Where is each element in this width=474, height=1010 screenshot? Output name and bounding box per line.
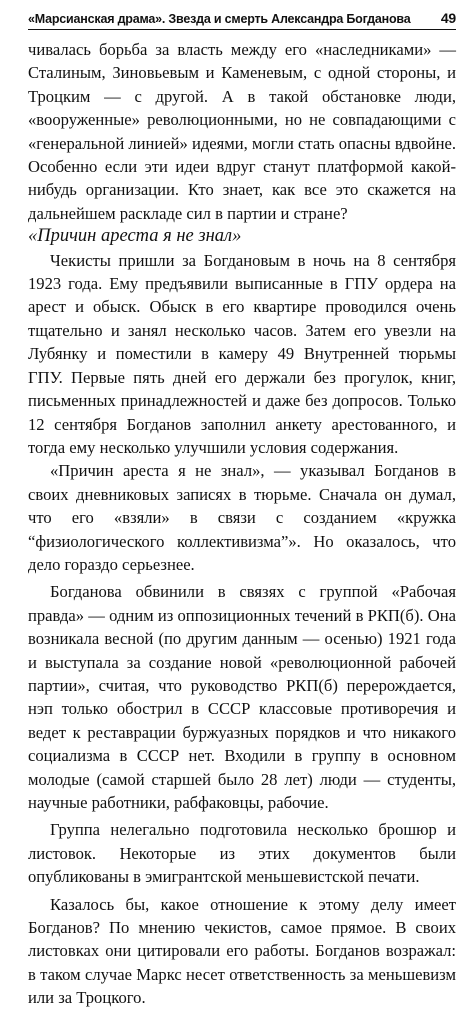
running-header-title: «Марсианская драма». Звезда и смерть Александра Богданова [28, 12, 411, 26]
page-body [28, 38, 456, 1010]
section-title: «Причин ареста я не знал» [28, 226, 242, 247]
paragraph: Группа нелегально подготовила несколько брошюр и листовок. Некоторые из этих документов были опубликованы в эмигрантской меньшевистской печати. [28, 820, 456, 887]
page-number: 49 [440, 10, 456, 26]
paragraph-continued: чивалась борьба за власть между его «наследниками» — Сталиным, Зиновьевым и Каменевым, с одной стороны, и Троцким — с другой. А в такой обстановке люди, «вооруженные» революционными, но не совпадающими с «генеральной линией» идеями, могли стать опасны вдвойне. Особенно если эти идеи вдруг станут платформой какой-нибудь организации. Кто знает, как все это скажется на дальнейшем раскладе сил в партии и стране? [28, 40, 457, 223]
paragraph: «Причин ареста я не знал», — указывал Богданов в своих дневниковых записях в тюрьме. Сначала он думал, что его «взяли» в связи с созданием «кружка “физиологического коллективизма”». Но оказалось, что дело гораздо серьезнее. [28, 461, 456, 574]
paragraph: Казалось бы, какое отношение к этому делу имеет Богданов? По мнению чекистов, самое прямое. В своих листовках они цитировали его работы. Богданов возражал: в таком случае Маркс несет ответственность за меньшевизм или за Троцкого. [28, 894, 456, 1008]
paragraph: Богданова обвинили в связях с группой «Рабочая правда» — одним из оппозиционных течений в РКП(б). Она возникала весной (по другим данным — осенью) 1921 года и выступала за создание новой «революционной рабочей партии», считая, что руководство РКП(б) перерождается, нэп только обострил в СССР классовые противоречия и ведет к реставрации буржуазных порядков и что никакого социализма в СССР нет. Входили в группу в основном молодые (самой старшей было 28 лет) люди — студенты, научные работники, рабфаковцы, рабочие. [28, 582, 456, 812]
running-header [28, 8, 456, 30]
paragraph: Чекисты пришли за Богдановым в ночь на 8 сентября 1923 года. Ему предъявили выписанные в ГПУ ордера на арест и обыск. Обыск в его квартире проводился очень тщательно и занял несколько часов. Затем его увезли на Лубянку и поместили в камеру 49 Внутренней тюрьмы ГПУ. Первые пять дней его держали без прогулок, книг, письменных принадлежностей и даже без допросов. Только 12 сентября Богданов заполнил анкету арестованного, и тогда ему несколько улучшили условия содержания. [28, 250, 456, 457]
